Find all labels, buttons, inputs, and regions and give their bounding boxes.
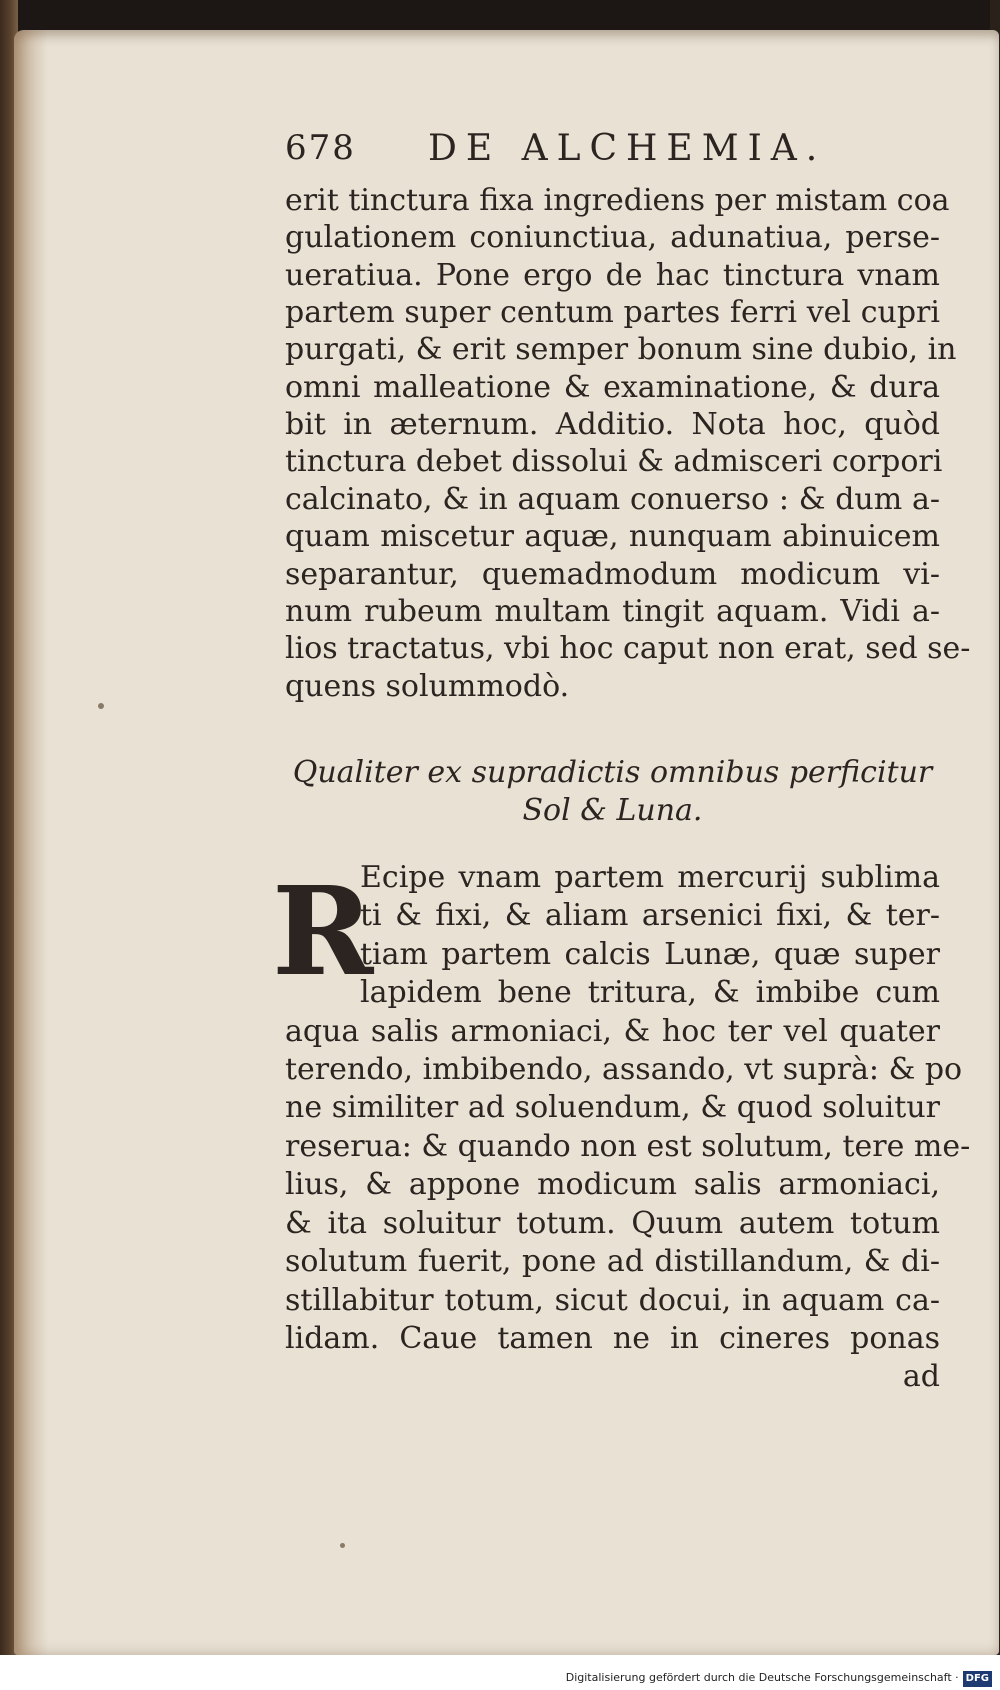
- text-line: lapidem bene tritura, & imbibe cum: [360, 975, 940, 1010]
- text-line: tiam partem calcis Lunæ, quæ super: [360, 937, 940, 972]
- section-heading: Qualiter ex supradictis omnibus perficitur: [292, 755, 933, 790]
- text-line: ne similiter ad soluendum, & quod soluitur: [285, 1090, 940, 1125]
- text-line: separantur, quemadmodum modicum vi-: [285, 557, 940, 592]
- scan-top-border: [0, 0, 1000, 34]
- text-line: Ecipe vnam partem mercurij sublima: [360, 860, 940, 895]
- section-heading: Sol & Luna.: [522, 793, 703, 828]
- text-line: & ita soluitur totum. Quum autem totum: [285, 1206, 940, 1241]
- page-number: 678: [285, 128, 356, 168]
- text-line: quam miscetur aquæ, nunquam abinuicem: [285, 519, 940, 554]
- text-line: quens solummodò.: [285, 669, 570, 704]
- paper-speck: [340, 1543, 345, 1548]
- text-line: omni malleatione & examinatione, & dura: [285, 370, 940, 405]
- text-line: lius, & appone modicum salis armoniaci,: [285, 1167, 940, 1202]
- text-line: lios tractatus, vbi hoc caput non erat, sed se-: [285, 631, 971, 666]
- text-line: calcinato, & in aquam conuerso : & dum a-: [285, 482, 940, 517]
- text-line: tinctura debet dissolui & admisceri corpori: [285, 444, 943, 479]
- text-line: aqua salis armoniaci, & hoc ter vel quater: [285, 1014, 940, 1049]
- text-line: gulationem coniunctiua, adunatiua, perse-: [285, 220, 940, 255]
- text-line: purgati, & erit semper bonum sine dubio, in: [285, 332, 957, 367]
- paper-speck: [98, 703, 104, 709]
- credit-text: Digitalisierung gefördert durch die Deutsche Forschungsgemeinschaft ·: [565, 1671, 959, 1684]
- text-line: stillabitur totum, sicut docui, in aquam ca-: [285, 1283, 940, 1318]
- running-title: DE ALCHEMIA.: [428, 128, 827, 169]
- dfg-logo: DFG: [963, 1671, 992, 1687]
- catchword: ad: [902, 1359, 940, 1394]
- text-line: lidam. Caue tamen ne in cineres ponas: [285, 1321, 940, 1356]
- text-line: solutum fuerit, pone ad distillandum, & di-: [285, 1244, 940, 1279]
- text-line: partem super centum partes ferri vel cupri: [285, 295, 940, 330]
- running-header: [285, 128, 855, 176]
- text-line: bit in æternum. Additio. Nota hoc, quòd: [285, 407, 940, 442]
- digitization-credit: [566, 1670, 992, 1686]
- text-line: ti & fixi, & aliam arsenici fixi, & ter-: [360, 898, 940, 933]
- text-line: reserua: & quando non est solutum, tere me-: [285, 1129, 971, 1164]
- drop-cap: R: [272, 859, 374, 1003]
- text-line: num rubeum multam tingit aquam. Vidi a-: [285, 594, 940, 629]
- text-line: ueratiua. Pone ergo de hac tinctura vnam: [285, 258, 940, 293]
- text-line: erit tinctura fixa ingrediens per mistam coa: [285, 183, 950, 218]
- text-line: terendo, imbibendo, assando, vt suprà: & po: [285, 1052, 963, 1087]
